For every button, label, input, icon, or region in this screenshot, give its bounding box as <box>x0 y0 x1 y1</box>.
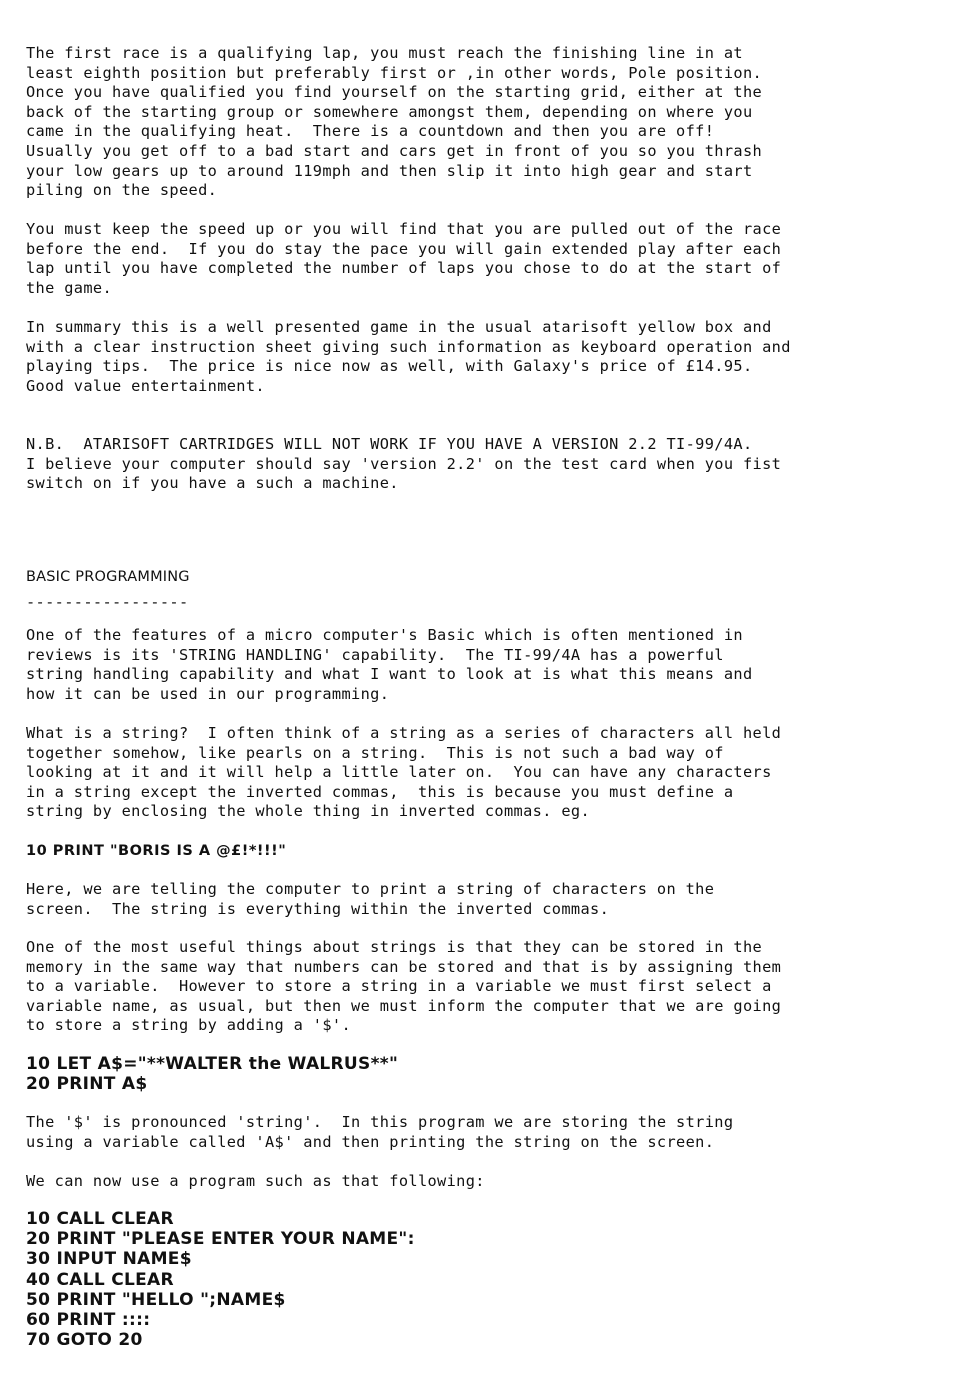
basic-paragraph-variables: One of the most useful things about strings is that they can be stored in the memory in the same way that numbers can be stored and that is by assigning them to a variable. However to store a string in a variable we must first select a variable name, as usual, but then we must inform the computer that we are going to store a string by adding a '$'. <box>26 938 782 1035</box>
section-heading: BASIC PROGRAMMING <box>26 569 190 585</box>
code-example-print: 10 PRINT "BORIS IS A @£!*!!!" <box>26 843 287 859</box>
compatibility-note: N.B. ATARISOFT CARTRIDGES WILL NOT WORK IF YOU HAVE A VERSION 2.2 TI-99/4A. I believe your computer should say 'version 2.2' on the test card when you fist switch on if you have a such a machine. <box>26 435 782 493</box>
review-paragraph-summary: In summary this is a well presented game in the usual atarisoft yellow box and with a clear instruction sheet giving such information as keyboard operation and playing tips. The price is nice now as well, with Galaxy's price of £14.95. Good value entertainment. <box>26 318 791 395</box>
basic-paragraph-program-intro: We can now use a program such as that following: <box>26 1172 485 1190</box>
review-paragraph-speed: You must keep the speed up or you will find that you are pulled out of the race before the end. If you do stay the pace you will gain extended play after each lap until you have completed the number of laps you chose to do at the start of the game. <box>26 220 782 297</box>
code-example-name-program: 10 CALL CLEAR 20 PRINT "PLEASE ENTER YOUR NAME": 30 INPUT NAME$ 40 CALL CLEAR 50 PRINT "HELLO ";NAME$ 60 PRINT :::: 70 GOTO 20 <box>26 1209 415 1351</box>
basic-paragraph-pronounced: The '$' is pronounced 'string'. In this program we are storing the string using a variable called 'A$' and then printing the string on the screen. <box>26 1113 734 1151</box>
heading-underline: ----------------- <box>26 593 189 611</box>
basic-paragraph-what-is-string: What is a string? I often think of a string as a series of characters all held together somehow, like pearls on a string. This is not such a bad way of looking at it and it will help a little later on. You can have any characters in a string except the inverted commas, this is because you must define a string by enclosing the whole thing in inverted commas. eg. <box>26 724 782 821</box>
review-paragraph-race: The first race is a qualifying lap, you must reach the finishing line in at least eighth position but preferably first or ,in other words, Pole position. Once you have qualified you find yourself on the starting grid, either at the back of the starting group or somewhere amongst them, depending on where you came in the qualifying heat. There is a countdown and then you are off! Usually you get off to a bad start and cars get in front of you so you thrash your low gears up to around 119mph and then slip it into high gear and start piling on the speed. <box>26 44 763 200</box>
basic-paragraph-intro: One of the features of a micro computer's Basic which is often mentioned in reviews is its 'STRING HANDLING' capability. The TI-99/4A has a powerful string handling capability and what I want to look at is what this means and how it can be used in our programming. <box>26 626 753 703</box>
basic-paragraph-print-explain: Here, we are telling the computer to print a string of characters on the screen. The string is everything within the inverted commas. <box>26 880 715 918</box>
code-example-let: 10 LET A$="**WALTER the WALRUS**" 20 PRINT A$ <box>26 1054 399 1095</box>
